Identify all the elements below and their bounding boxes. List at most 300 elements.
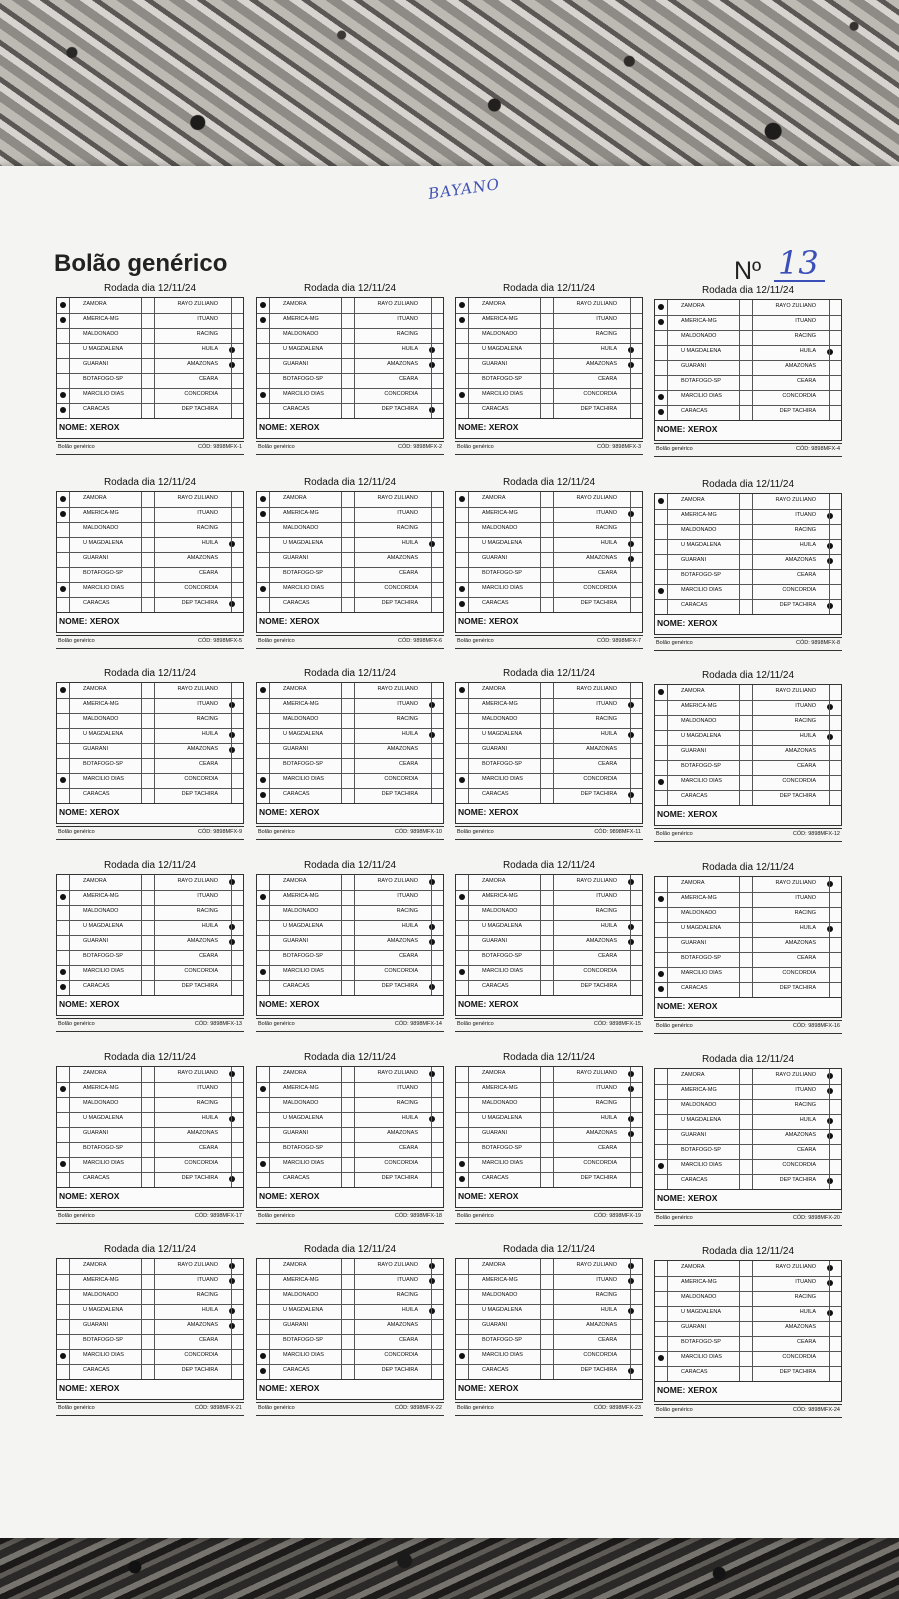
away-pick-cell[interactable] xyxy=(829,405,841,420)
draw-pick-cell[interactable] xyxy=(141,905,155,920)
draw-pick-cell[interactable] xyxy=(739,1276,753,1291)
away-pick-cell[interactable] xyxy=(231,522,243,537)
away-pick-cell[interactable] xyxy=(431,935,443,950)
draw-pick-cell[interactable] xyxy=(341,537,355,552)
draw-pick-cell[interactable] xyxy=(341,1364,355,1379)
away-pick-cell[interactable] xyxy=(231,328,243,343)
draw-pick-cell[interactable] xyxy=(341,492,355,507)
draw-pick-cell[interactable] xyxy=(341,1097,355,1112)
draw-pick-cell[interactable] xyxy=(739,584,753,599)
away-pick-cell[interactable] xyxy=(630,698,642,713)
away-pick-cell[interactable] xyxy=(231,1142,243,1157)
draw-pick-cell[interactable] xyxy=(739,1084,753,1099)
away-pick-cell[interactable] xyxy=(630,1289,642,1304)
away-pick-cell[interactable] xyxy=(431,1112,443,1127)
draw-pick-cell[interactable] xyxy=(739,1366,753,1381)
draw-pick-cell[interactable] xyxy=(739,1291,753,1306)
draw-pick-cell[interactable] xyxy=(341,507,355,522)
draw-pick-cell[interactable] xyxy=(141,492,155,507)
draw-pick-cell[interactable] xyxy=(739,300,753,315)
away-pick-cell[interactable] xyxy=(829,700,841,715)
away-pick-cell[interactable] xyxy=(431,522,443,537)
draw-pick-cell[interactable] xyxy=(540,1319,554,1334)
away-pick-cell[interactable] xyxy=(630,1334,642,1349)
away-pick-cell[interactable] xyxy=(231,403,243,418)
away-pick-cell[interactable] xyxy=(231,1304,243,1319)
draw-pick-cell[interactable] xyxy=(141,698,155,713)
draw-pick-cell[interactable] xyxy=(540,507,554,522)
away-pick-cell[interactable] xyxy=(630,758,642,773)
away-pick-cell[interactable] xyxy=(231,905,243,920)
away-pick-cell[interactable] xyxy=(231,1067,243,1082)
draw-pick-cell[interactable] xyxy=(141,343,155,358)
draw-pick-cell[interactable] xyxy=(141,1259,155,1274)
away-pick-cell[interactable] xyxy=(431,1304,443,1319)
away-pick-cell[interactable] xyxy=(431,1289,443,1304)
away-pick-cell[interactable] xyxy=(829,922,841,937)
draw-pick-cell[interactable] xyxy=(341,552,355,567)
draw-pick-cell[interactable] xyxy=(341,343,355,358)
away-pick-cell[interactable] xyxy=(431,758,443,773)
draw-pick-cell[interactable] xyxy=(540,965,554,980)
draw-pick-cell[interactable] xyxy=(141,313,155,328)
away-pick-cell[interactable] xyxy=(829,1291,841,1306)
away-pick-cell[interactable] xyxy=(829,982,841,997)
away-pick-cell[interactable] xyxy=(630,683,642,698)
draw-pick-cell[interactable] xyxy=(341,890,355,905)
draw-pick-cell[interactable] xyxy=(141,773,155,788)
draw-pick-cell[interactable] xyxy=(341,713,355,728)
away-pick-cell[interactable] xyxy=(829,554,841,569)
draw-pick-cell[interactable] xyxy=(141,298,155,313)
draw-pick-cell[interactable] xyxy=(341,582,355,597)
away-pick-cell[interactable] xyxy=(431,328,443,343)
away-pick-cell[interactable] xyxy=(231,713,243,728)
away-pick-cell[interactable] xyxy=(630,875,642,890)
draw-pick-cell[interactable] xyxy=(141,1274,155,1289)
away-pick-cell[interactable] xyxy=(630,1067,642,1082)
away-pick-cell[interactable] xyxy=(829,760,841,775)
draw-pick-cell[interactable] xyxy=(341,313,355,328)
draw-pick-cell[interactable] xyxy=(540,758,554,773)
draw-pick-cell[interactable] xyxy=(141,890,155,905)
away-pick-cell[interactable] xyxy=(630,1142,642,1157)
draw-pick-cell[interactable] xyxy=(739,1114,753,1129)
draw-pick-cell[interactable] xyxy=(341,743,355,758)
away-pick-cell[interactable] xyxy=(231,492,243,507)
away-pick-cell[interactable] xyxy=(829,1159,841,1174)
away-pick-cell[interactable] xyxy=(829,907,841,922)
draw-pick-cell[interactable] xyxy=(540,698,554,713)
draw-pick-cell[interactable] xyxy=(739,524,753,539)
draw-pick-cell[interactable] xyxy=(141,743,155,758)
draw-pick-cell[interactable] xyxy=(739,1321,753,1336)
away-pick-cell[interactable] xyxy=(231,537,243,552)
draw-pick-cell[interactable] xyxy=(540,683,554,698)
draw-pick-cell[interactable] xyxy=(341,1274,355,1289)
draw-pick-cell[interactable] xyxy=(540,1172,554,1187)
draw-pick-cell[interactable] xyxy=(739,745,753,760)
draw-pick-cell[interactable] xyxy=(540,1289,554,1304)
away-pick-cell[interactable] xyxy=(431,1334,443,1349)
draw-pick-cell[interactable] xyxy=(341,1127,355,1142)
away-pick-cell[interactable] xyxy=(630,343,642,358)
draw-pick-cell[interactable] xyxy=(739,730,753,745)
away-pick-cell[interactable] xyxy=(431,1349,443,1364)
away-pick-cell[interactable] xyxy=(431,920,443,935)
draw-pick-cell[interactable] xyxy=(141,567,155,582)
draw-pick-cell[interactable] xyxy=(341,1082,355,1097)
draw-pick-cell[interactable] xyxy=(141,1157,155,1172)
draw-pick-cell[interactable] xyxy=(739,877,753,892)
away-pick-cell[interactable] xyxy=(829,1129,841,1144)
draw-pick-cell[interactable] xyxy=(141,582,155,597)
draw-pick-cell[interactable] xyxy=(141,403,155,418)
away-pick-cell[interactable] xyxy=(231,773,243,788)
away-pick-cell[interactable] xyxy=(431,373,443,388)
away-pick-cell[interactable] xyxy=(630,1274,642,1289)
draw-pick-cell[interactable] xyxy=(540,773,554,788)
draw-pick-cell[interactable] xyxy=(341,1304,355,1319)
draw-pick-cell[interactable] xyxy=(540,980,554,995)
draw-pick-cell[interactable] xyxy=(739,599,753,614)
draw-pick-cell[interactable] xyxy=(341,950,355,965)
away-pick-cell[interactable] xyxy=(431,698,443,713)
draw-pick-cell[interactable] xyxy=(141,875,155,890)
draw-pick-cell[interactable] xyxy=(141,1082,155,1097)
away-pick-cell[interactable] xyxy=(431,298,443,313)
draw-pick-cell[interactable] xyxy=(540,1259,554,1274)
draw-pick-cell[interactable] xyxy=(141,1319,155,1334)
away-pick-cell[interactable] xyxy=(431,683,443,698)
draw-pick-cell[interactable] xyxy=(540,373,554,388)
draw-pick-cell[interactable] xyxy=(141,713,155,728)
draw-pick-cell[interactable] xyxy=(540,1364,554,1379)
away-pick-cell[interactable] xyxy=(829,1174,841,1189)
away-pick-cell[interactable] xyxy=(630,1157,642,1172)
away-pick-cell[interactable] xyxy=(630,373,642,388)
draw-pick-cell[interactable] xyxy=(540,1127,554,1142)
away-pick-cell[interactable] xyxy=(431,905,443,920)
draw-pick-cell[interactable] xyxy=(141,537,155,552)
away-pick-cell[interactable] xyxy=(431,1142,443,1157)
away-pick-cell[interactable] xyxy=(231,728,243,743)
draw-pick-cell[interactable] xyxy=(739,509,753,524)
draw-pick-cell[interactable] xyxy=(540,298,554,313)
draw-pick-cell[interactable] xyxy=(540,1097,554,1112)
draw-pick-cell[interactable] xyxy=(341,728,355,743)
away-pick-cell[interactable] xyxy=(431,1157,443,1172)
draw-pick-cell[interactable] xyxy=(540,1112,554,1127)
draw-pick-cell[interactable] xyxy=(739,922,753,937)
away-pick-cell[interactable] xyxy=(231,1259,243,1274)
draw-pick-cell[interactable] xyxy=(141,1097,155,1112)
away-pick-cell[interactable] xyxy=(630,1349,642,1364)
draw-pick-cell[interactable] xyxy=(739,345,753,360)
draw-pick-cell[interactable] xyxy=(141,1289,155,1304)
draw-pick-cell[interactable] xyxy=(341,920,355,935)
away-pick-cell[interactable] xyxy=(431,492,443,507)
away-pick-cell[interactable] xyxy=(431,743,443,758)
away-pick-cell[interactable] xyxy=(630,743,642,758)
away-pick-cell[interactable] xyxy=(431,567,443,582)
draw-pick-cell[interactable] xyxy=(739,1306,753,1321)
away-pick-cell[interactable] xyxy=(431,313,443,328)
away-pick-cell[interactable] xyxy=(231,698,243,713)
away-pick-cell[interactable] xyxy=(231,567,243,582)
away-pick-cell[interactable] xyxy=(829,877,841,892)
away-pick-cell[interactable] xyxy=(829,539,841,554)
draw-pick-cell[interactable] xyxy=(141,728,155,743)
away-pick-cell[interactable] xyxy=(829,937,841,952)
draw-pick-cell[interactable] xyxy=(141,507,155,522)
draw-pick-cell[interactable] xyxy=(141,1112,155,1127)
away-pick-cell[interactable] xyxy=(630,582,642,597)
away-pick-cell[interactable] xyxy=(630,492,642,507)
draw-pick-cell[interactable] xyxy=(739,1099,753,1114)
away-pick-cell[interactable] xyxy=(231,980,243,995)
away-pick-cell[interactable] xyxy=(630,1319,642,1334)
draw-pick-cell[interactable] xyxy=(739,760,753,775)
away-pick-cell[interactable] xyxy=(431,597,443,612)
draw-pick-cell[interactable] xyxy=(540,582,554,597)
away-pick-cell[interactable] xyxy=(231,1112,243,1127)
draw-pick-cell[interactable] xyxy=(341,905,355,920)
draw-pick-cell[interactable] xyxy=(540,537,554,552)
away-pick-cell[interactable] xyxy=(231,1157,243,1172)
draw-pick-cell[interactable] xyxy=(540,492,554,507)
draw-pick-cell[interactable] xyxy=(739,554,753,569)
draw-pick-cell[interactable] xyxy=(739,1351,753,1366)
draw-pick-cell[interactable] xyxy=(141,1067,155,1082)
away-pick-cell[interactable] xyxy=(231,1349,243,1364)
draw-pick-cell[interactable] xyxy=(540,743,554,758)
away-pick-cell[interactable] xyxy=(231,1172,243,1187)
draw-pick-cell[interactable] xyxy=(141,935,155,950)
away-pick-cell[interactable] xyxy=(630,328,642,343)
draw-pick-cell[interactable] xyxy=(141,1364,155,1379)
away-pick-cell[interactable] xyxy=(431,537,443,552)
away-pick-cell[interactable] xyxy=(431,582,443,597)
draw-pick-cell[interactable] xyxy=(739,1174,753,1189)
away-pick-cell[interactable] xyxy=(231,1127,243,1142)
draw-pick-cell[interactable] xyxy=(141,388,155,403)
away-pick-cell[interactable] xyxy=(231,313,243,328)
draw-pick-cell[interactable] xyxy=(341,773,355,788)
draw-pick-cell[interactable] xyxy=(141,1304,155,1319)
draw-pick-cell[interactable] xyxy=(141,1127,155,1142)
draw-pick-cell[interactable] xyxy=(540,388,554,403)
away-pick-cell[interactable] xyxy=(231,373,243,388)
draw-pick-cell[interactable] xyxy=(739,390,753,405)
away-pick-cell[interactable] xyxy=(231,1334,243,1349)
away-pick-cell[interactable] xyxy=(231,298,243,313)
away-pick-cell[interactable] xyxy=(630,935,642,950)
draw-pick-cell[interactable] xyxy=(141,522,155,537)
draw-pick-cell[interactable] xyxy=(341,373,355,388)
draw-pick-cell[interactable] xyxy=(739,952,753,967)
away-pick-cell[interactable] xyxy=(829,1351,841,1366)
away-pick-cell[interactable] xyxy=(431,1067,443,1082)
draw-pick-cell[interactable] xyxy=(739,330,753,345)
draw-pick-cell[interactable] xyxy=(341,1334,355,1349)
draw-pick-cell[interactable] xyxy=(540,343,554,358)
away-pick-cell[interactable] xyxy=(231,358,243,373)
draw-pick-cell[interactable] xyxy=(141,950,155,965)
draw-pick-cell[interactable] xyxy=(540,1067,554,1082)
away-pick-cell[interactable] xyxy=(829,1099,841,1114)
draw-pick-cell[interactable] xyxy=(739,539,753,554)
away-pick-cell[interactable] xyxy=(231,388,243,403)
draw-pick-cell[interactable] xyxy=(540,935,554,950)
away-pick-cell[interactable] xyxy=(431,507,443,522)
away-pick-cell[interactable] xyxy=(829,1069,841,1084)
draw-pick-cell[interactable] xyxy=(540,1157,554,1172)
draw-pick-cell[interactable] xyxy=(739,967,753,982)
away-pick-cell[interactable] xyxy=(630,713,642,728)
away-pick-cell[interactable] xyxy=(431,965,443,980)
away-pick-cell[interactable] xyxy=(431,728,443,743)
draw-pick-cell[interactable] xyxy=(141,1334,155,1349)
away-pick-cell[interactable] xyxy=(630,728,642,743)
away-pick-cell[interactable] xyxy=(630,597,642,612)
draw-pick-cell[interactable] xyxy=(141,358,155,373)
draw-pick-cell[interactable] xyxy=(739,360,753,375)
away-pick-cell[interactable] xyxy=(431,788,443,803)
draw-pick-cell[interactable] xyxy=(540,890,554,905)
draw-pick-cell[interactable] xyxy=(739,1144,753,1159)
draw-pick-cell[interactable] xyxy=(341,1112,355,1127)
away-pick-cell[interactable] xyxy=(630,1172,642,1187)
away-pick-cell[interactable] xyxy=(829,685,841,700)
draw-pick-cell[interactable] xyxy=(739,375,753,390)
draw-pick-cell[interactable] xyxy=(341,358,355,373)
away-pick-cell[interactable] xyxy=(829,315,841,330)
away-pick-cell[interactable] xyxy=(231,507,243,522)
draw-pick-cell[interactable] xyxy=(341,935,355,950)
away-pick-cell[interactable] xyxy=(630,403,642,418)
draw-pick-cell[interactable] xyxy=(540,522,554,537)
draw-pick-cell[interactable] xyxy=(540,328,554,343)
draw-pick-cell[interactable] xyxy=(739,775,753,790)
draw-pick-cell[interactable] xyxy=(341,1067,355,1082)
away-pick-cell[interactable] xyxy=(829,1306,841,1321)
draw-pick-cell[interactable] xyxy=(540,313,554,328)
away-pick-cell[interactable] xyxy=(829,775,841,790)
away-pick-cell[interactable] xyxy=(231,1364,243,1379)
draw-pick-cell[interactable] xyxy=(141,552,155,567)
draw-pick-cell[interactable] xyxy=(540,552,554,567)
away-pick-cell[interactable] xyxy=(231,597,243,612)
away-pick-cell[interactable] xyxy=(829,360,841,375)
draw-pick-cell[interactable] xyxy=(341,1259,355,1274)
away-pick-cell[interactable] xyxy=(431,552,443,567)
draw-pick-cell[interactable] xyxy=(739,937,753,952)
away-pick-cell[interactable] xyxy=(630,980,642,995)
draw-pick-cell[interactable] xyxy=(341,1157,355,1172)
draw-pick-cell[interactable] xyxy=(540,1142,554,1157)
away-pick-cell[interactable] xyxy=(431,388,443,403)
away-pick-cell[interactable] xyxy=(431,358,443,373)
away-pick-cell[interactable] xyxy=(231,1274,243,1289)
draw-pick-cell[interactable] xyxy=(739,405,753,420)
away-pick-cell[interactable] xyxy=(231,582,243,597)
away-pick-cell[interactable] xyxy=(431,890,443,905)
away-pick-cell[interactable] xyxy=(630,773,642,788)
draw-pick-cell[interactable] xyxy=(141,683,155,698)
away-pick-cell[interactable] xyxy=(829,375,841,390)
draw-pick-cell[interactable] xyxy=(739,700,753,715)
draw-pick-cell[interactable] xyxy=(540,567,554,582)
draw-pick-cell[interactable] xyxy=(341,403,355,418)
away-pick-cell[interactable] xyxy=(630,1259,642,1274)
away-pick-cell[interactable] xyxy=(231,552,243,567)
away-pick-cell[interactable] xyxy=(231,343,243,358)
away-pick-cell[interactable] xyxy=(431,950,443,965)
draw-pick-cell[interactable] xyxy=(341,980,355,995)
away-pick-cell[interactable] xyxy=(829,952,841,967)
away-pick-cell[interactable] xyxy=(630,358,642,373)
away-pick-cell[interactable] xyxy=(231,788,243,803)
away-pick-cell[interactable] xyxy=(630,552,642,567)
draw-pick-cell[interactable] xyxy=(341,388,355,403)
away-pick-cell[interactable] xyxy=(829,967,841,982)
away-pick-cell[interactable] xyxy=(829,892,841,907)
away-pick-cell[interactable] xyxy=(829,494,841,509)
draw-pick-cell[interactable] xyxy=(341,965,355,980)
away-pick-cell[interactable] xyxy=(829,1261,841,1276)
draw-pick-cell[interactable] xyxy=(141,920,155,935)
draw-pick-cell[interactable] xyxy=(141,1349,155,1364)
draw-pick-cell[interactable] xyxy=(141,1142,155,1157)
away-pick-cell[interactable] xyxy=(231,743,243,758)
away-pick-cell[interactable] xyxy=(431,1172,443,1187)
away-pick-cell[interactable] xyxy=(231,920,243,935)
away-pick-cell[interactable] xyxy=(231,1319,243,1334)
draw-pick-cell[interactable] xyxy=(540,1082,554,1097)
away-pick-cell[interactable] xyxy=(231,758,243,773)
draw-pick-cell[interactable] xyxy=(739,1129,753,1144)
away-pick-cell[interactable] xyxy=(431,1319,443,1334)
away-pick-cell[interactable] xyxy=(829,509,841,524)
away-pick-cell[interactable] xyxy=(630,507,642,522)
draw-pick-cell[interactable] xyxy=(341,328,355,343)
away-pick-cell[interactable] xyxy=(630,313,642,328)
draw-pick-cell[interactable] xyxy=(540,728,554,743)
away-pick-cell[interactable] xyxy=(431,1364,443,1379)
away-pick-cell[interactable] xyxy=(829,730,841,745)
away-pick-cell[interactable] xyxy=(630,1364,642,1379)
draw-pick-cell[interactable] xyxy=(739,1336,753,1351)
draw-pick-cell[interactable] xyxy=(141,597,155,612)
away-pick-cell[interactable] xyxy=(231,965,243,980)
away-pick-cell[interactable] xyxy=(630,1112,642,1127)
draw-pick-cell[interactable] xyxy=(739,907,753,922)
away-pick-cell[interactable] xyxy=(231,1097,243,1112)
away-pick-cell[interactable] xyxy=(829,390,841,405)
draw-pick-cell[interactable] xyxy=(341,788,355,803)
draw-pick-cell[interactable] xyxy=(540,788,554,803)
draw-pick-cell[interactable] xyxy=(739,1261,753,1276)
draw-pick-cell[interactable] xyxy=(540,905,554,920)
draw-pick-cell[interactable] xyxy=(739,1159,753,1174)
away-pick-cell[interactable] xyxy=(829,745,841,760)
away-pick-cell[interactable] xyxy=(431,773,443,788)
draw-pick-cell[interactable] xyxy=(141,980,155,995)
away-pick-cell[interactable] xyxy=(630,567,642,582)
away-pick-cell[interactable] xyxy=(829,1366,841,1381)
draw-pick-cell[interactable] xyxy=(540,950,554,965)
